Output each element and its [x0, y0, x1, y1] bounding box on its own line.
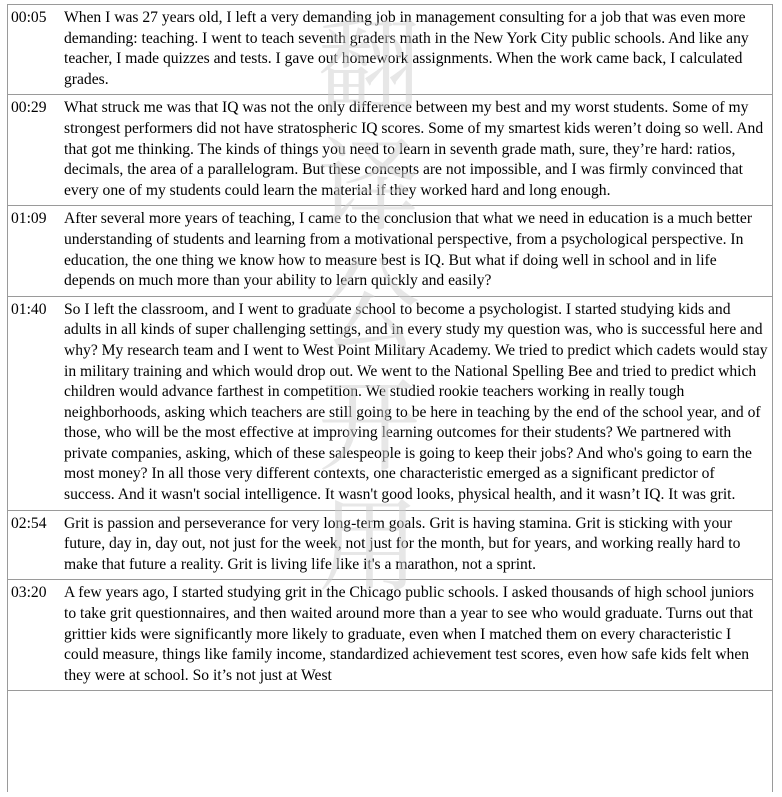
transcript-text: A few years ago, I started studying grit in the Chicago public schools. I asked thousands of high school juniors to take grit questionnaires, and then waited around more than a year to see who would graduate. Turns out that grittier kids were significantly more likely to graduate, even when I matched them on every characteristic I could measure, things like family income, standardized achievement test scores, even how safe kids felt when they were at school. So it’s not just at West	[64, 584, 754, 684]
transcript-text: After several more years of teaching, I came to the conclusion that what we need in education is a much better understanding of students and learning from a motivational perspective, from a psychological perspective. In education, the one thing we know how to measure best is IQ. But what if doing well in school and in life depends on much more than your ability to learn quickly and easily?	[64, 210, 753, 290]
timestamp: 01:40	[11, 300, 47, 318]
watermark: 翻译公开用	[318, 8, 420, 607]
timestamp: 00:05	[11, 9, 47, 26]
timestamp: 02:54	[11, 514, 47, 532]
transcript-text: So I left the classroom, and I went to graduate school to become a psychologist. I started studying kids and adults in all kinds of super challenging settings, and in every study my question was, who is successful here and why? My research team and I went to West Point Military Academy. We tried to predict which cadets would stay in military training and which would drop out. We went to the National Spelling Bee and tried to predict which children would advance farthest in competition. We studied rookie teachers working in really tough neighborhoods, asking which teachers are still going to be here in teaching by the end of the school year, and of those, who will be the most effective at improving learning outcomes for their students? We partnered with private companies, asking, which of these salespeople is going to keep their jobs? And who's going to earn the most money? In all those very different contexts, one characteristic emerged as a significant predictor of success. And it wasn't social intelligence. It wasn't good looks, physical health, and it wasn’t IQ. It was grit.	[64, 300, 768, 504]
timestamp: 00:29	[11, 99, 47, 117]
timestamp: 03:20	[11, 584, 47, 602]
transcript-text: When I was 27 years old, I left a very demanding job in management consulting for a job that was even more demanding: teaching. I went to teach seventh graders math in the New York City public schools. And like any teacher, I made quizzes and tests. I gave out homework assignments. When the work came back, I calculated grades.	[64, 9, 749, 88]
transcript-text: What struck me was that IQ was not the only difference between my best and my worst students. Some of my strongest performers did not have stratospheric IQ scores. Some of my smartest kids weren’t doing so well. And that got me thinking. The kinds of things you need to learn in seventh grade math, sure, they’re hard: ratios, decimals, the area of a parallelogram. But these concepts are not impossible, and I was firmly convinced that every one of my students could learn the material if they worked hard and long enough.	[64, 99, 764, 199]
transcript-row	[8, 95, 772, 206]
timestamp: 01:09	[11, 210, 47, 228]
transcript-row	[8, 297, 772, 511]
transcript-row	[8, 511, 772, 581]
transcript-row	[8, 5, 772, 95]
transcript-text: Grit is passion and perseverance for very long-term goals. Grit is having stamina. Grit is sticking with your future, day in, day out, not just for the week, not just for the month, but for years, and working really hard to make that future a reality. Grit is living life like it's a marathon, not a sprint.	[64, 514, 741, 573]
transcript-table	[7, 4, 773, 792]
transcript-row	[8, 580, 772, 691]
transcript-row	[8, 206, 772, 296]
